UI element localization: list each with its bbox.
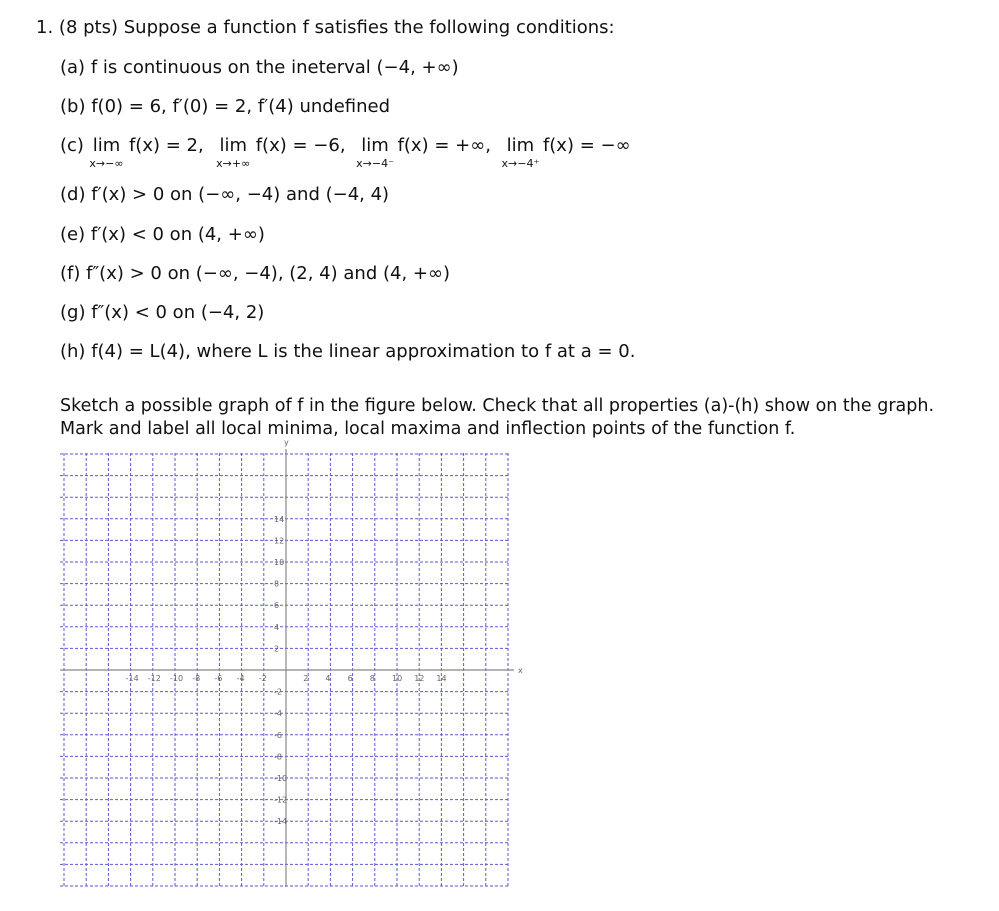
y-tick-label: -12 — [274, 795, 288, 805]
condition-label: (e) — [60, 224, 86, 245]
limit-expr: f(x) = −6, — [255, 135, 346, 156]
y-tick-label: -10 — [274, 774, 288, 783]
y-tick-label: 2 — [274, 644, 280, 654]
x-tick-label: 14 — [436, 674, 447, 683]
y-tick-label: 10 — [274, 558, 285, 567]
y-tick-label: 14 — [274, 514, 285, 524]
x-tick-label: 8 — [369, 674, 375, 683]
condition-label: (a) — [60, 57, 86, 78]
condition-text: f is continuous on the ineterval (−4, +∞) — [90, 57, 459, 78]
x-tick-label: -8 — [192, 674, 201, 683]
y-tick-label: -2 — [274, 687, 282, 697]
condition-label: (g) — [60, 302, 86, 323]
y-tick-label: 6 — [274, 601, 280, 611]
condition-label: (h) — [60, 341, 86, 362]
condition-text: f″(x) > 0 on (−∞, −4), (2, 4) and (4, +∞) — [86, 263, 450, 284]
x-tick-label: 10 — [392, 674, 403, 683]
condition-text: f′(x) > 0 on (−∞, −4) and (−4, 4) — [91, 184, 390, 205]
limit-subscript: x→+∞ — [216, 157, 251, 170]
y-tick-label: -14 — [274, 817, 288, 827]
x-tick-label: -12 — [147, 674, 161, 683]
instruction-line-1: Sketch a possible graph of f in the figure below. Check that all properties (a)-(h) show on the graph. — [60, 396, 935, 416]
limit-2: lim x→+∞ — [219, 135, 247, 157]
problem-number: 1. — [36, 17, 54, 38]
x-tick-label: -6 — [214, 674, 223, 683]
x-tick-label: 2 — [303, 674, 309, 683]
x-tick-label: -4 — [236, 674, 245, 683]
limit-subscript: x→−4⁺ — [501, 157, 540, 170]
y-tick-label: 12 — [274, 536, 285, 546]
problem-intro: Suppose a function f satisfies the following conditions: — [123, 17, 615, 38]
limit-1: lim x→−∞ — [93, 135, 121, 157]
condition-text: f(0) = 6, f′(0) = 2, f′(4) undefined — [91, 96, 391, 117]
x-tick-label: -10 — [170, 674, 184, 683]
condition-label: (b) — [60, 96, 86, 117]
x-tick-label: 12 — [414, 674, 425, 683]
x-axis-label: x — [518, 666, 523, 675]
y-axis-label: y — [284, 438, 289, 447]
x-tick-label: -14 — [125, 674, 139, 683]
y-tick-label: -8 — [274, 752, 282, 762]
condition-label: (c) — [60, 135, 84, 156]
condition-label: (d) — [60, 184, 86, 205]
condition-text: f(4) = L(4), where L is the linear approximation to f at a = 0. — [91, 341, 636, 362]
problem-points: (8 pts) — [58, 17, 119, 38]
condition-text: f″(x) < 0 on (−4, 2) — [91, 302, 265, 323]
x-tick-label: 6 — [347, 674, 353, 683]
limit-subscript: x→−∞ — [89, 157, 124, 170]
x-tick-label: 4 — [325, 674, 331, 683]
condition-text: f′(x) < 0 on (4, +∞) — [90, 224, 265, 245]
limit-expr: f(x) = +∞, — [397, 135, 491, 156]
instruction-line-2: Mark and label all local minima, local maxima and inflection points of the function f. — [60, 419, 796, 439]
condition-label: (f) — [60, 263, 81, 284]
y-tick-label: -4 — [274, 709, 282, 719]
limit-subscript: x→−4⁻ — [356, 157, 394, 170]
x-tick-label: -2 — [258, 674, 267, 683]
limit-expr: f(x) = −∞ — [542, 135, 631, 156]
y-tick-label: 4 — [274, 622, 280, 632]
limit-3: lim x→−4⁻ — [361, 135, 389, 157]
y-tick-label: -6 — [274, 730, 282, 740]
y-tick-label: 8 — [274, 579, 280, 589]
limit-expr: f(x) = 2, — [128, 135, 204, 156]
limit-4: lim x→−4⁺ — [507, 135, 535, 157]
